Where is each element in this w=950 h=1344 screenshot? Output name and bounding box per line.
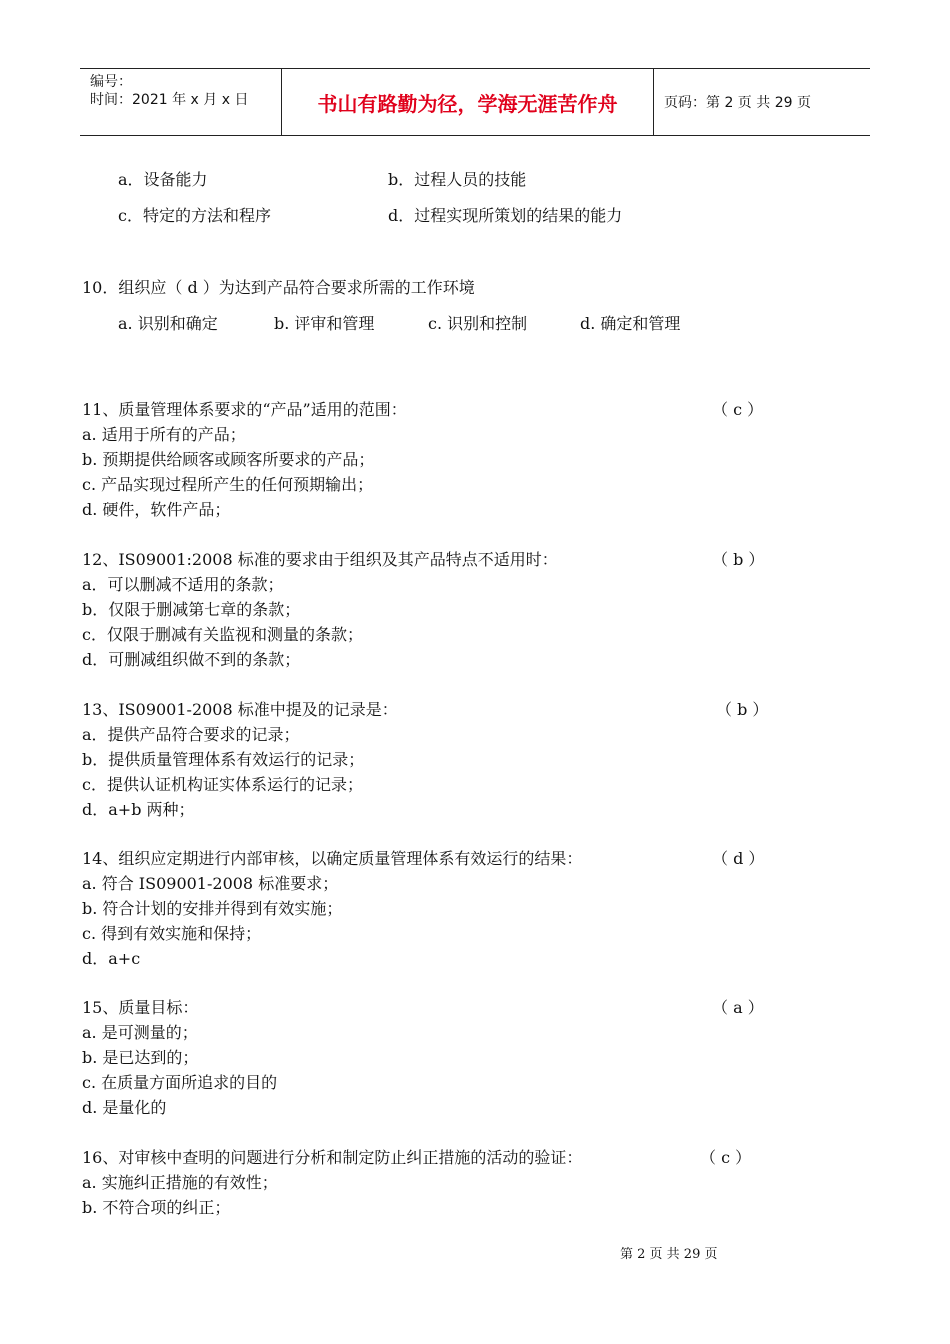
q14-question: 14、组织应定期进行内部审核，以确定质量管理体系有效运行的结果：: [82, 849, 583, 868]
q11-option: a. 适用于所有的产品；: [82, 425, 246, 444]
q14-answer: （ d ）: [712, 849, 765, 868]
q13-option: b．提供质量管理体系有效运行的记录；: [82, 750, 365, 769]
q15-option: b. 是已达到的；: [82, 1048, 199, 1067]
q15-option: a. 是可测量的；: [82, 1023, 198, 1042]
q13-option: a．提供产品符合要求的记录；: [82, 725, 300, 744]
q13-option: d．a+b 两种；: [82, 800, 195, 819]
page-footer-number: 第 2 页 共 29 页: [620, 1247, 718, 1262]
q15-answer: （ a ）: [712, 998, 764, 1017]
q13-option: c．提供认证机构证实体系运行的记录；: [82, 775, 363, 794]
document-number-label: 编号：: [90, 74, 132, 90]
q9-option-d: d．过程实现所策划的结果的能力: [388, 206, 623, 225]
header-motto: 书山有路勤为径，学海无涯苦作舟: [317, 92, 618, 116]
q10-option-b: b. 评审和管理: [274, 314, 375, 333]
q13-answer: （ b ）: [716, 700, 769, 719]
q11-answer: （ c ）: [712, 400, 764, 419]
q16-question: 16、对审核中查明的问题进行分析和制定防止纠正措施的活动的验证：: [82, 1148, 583, 1167]
q10-option-c: c. 识别和控制: [428, 314, 528, 333]
q14-option: c. 得到有效实施和保持；: [82, 924, 262, 943]
q11-question: 11、质量管理体系要求的“产品”适用的范围：: [82, 400, 407, 419]
q10-option-d: d. 确定和管理: [580, 314, 681, 333]
header-meta-cell: [80, 69, 282, 135]
q12-question: 12、IS09001:2008 标准的要求由于组织及其产品特点不适用时：: [82, 550, 558, 569]
q12-answer: （ b ）: [712, 550, 765, 569]
header-page-cell: [654, 69, 870, 135]
q12-option: b．仅限于删减第七章的条款；: [82, 600, 301, 619]
q16-answer: （ c ）: [700, 1148, 752, 1167]
q10-question: 10．组织应（ d ）为达到产品符合要求所需的工作环境: [82, 278, 475, 297]
q12-option: a．可以删减不适用的条款；: [82, 575, 284, 594]
q9-option-c: c．特定的方法和程序: [118, 206, 271, 225]
q16-option: b. 不符合项的纠正；: [82, 1198, 231, 1217]
q15-question: 15、质量目标：: [82, 998, 199, 1017]
q12-option: c．仅限于删减有关监视和测量的条款；: [82, 625, 363, 644]
document-date-label: 时间：2021 年 x 月 x 日: [90, 92, 249, 108]
q9-option-a: a．设备能力: [118, 170, 208, 189]
q11-option: d. 硬件，软件产品；: [82, 500, 231, 519]
q14-option: d．a+c: [82, 949, 141, 968]
q15-option: c. 在质量方面所追求的目的: [82, 1073, 278, 1092]
header-motto-cell: [282, 69, 654, 135]
q13-question: 13、IS09001-2008 标准中提及的记录是：: [82, 700, 398, 719]
page-header: [80, 68, 870, 136]
q11-option: b. 预期提供给顾客或顾客所要求的产品；: [82, 450, 375, 469]
q15-option: d. 是量化的: [82, 1098, 167, 1117]
q12-option: d．可删减组织做不到的条款；: [82, 650, 301, 669]
header-page-number: 页码：第 2 页 共 29 页: [664, 95, 811, 111]
q9-option-b: b．过程人员的技能: [388, 170, 527, 189]
q11-option: c. 产品实现过程所产生的任何预期输出；: [82, 475, 374, 494]
q10-option-a: a. 识别和确定: [118, 314, 218, 333]
q16-option: a. 实施纠正措施的有效性；: [82, 1173, 278, 1192]
q14-option: a. 符合 IS09001-2008 标准要求；: [82, 874, 339, 893]
q14-option: b. 符合计划的安排并得到有效实施；: [82, 899, 343, 918]
